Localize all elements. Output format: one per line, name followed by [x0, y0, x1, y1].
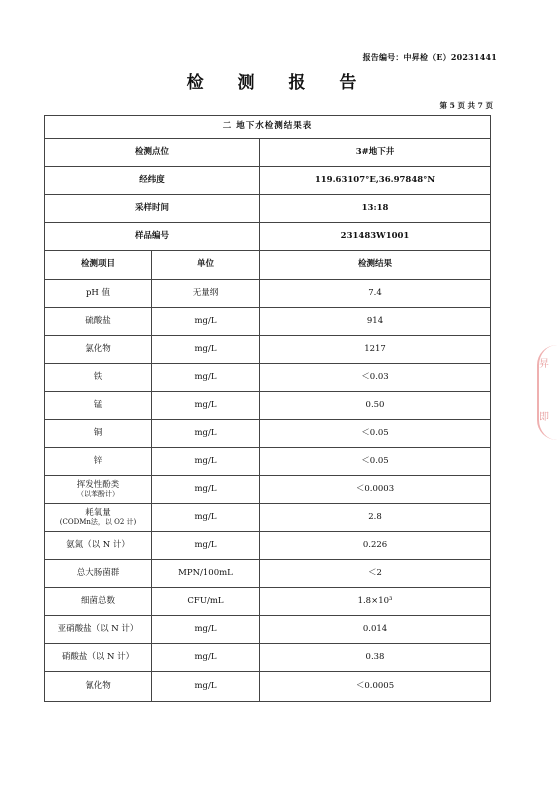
page-count: 第 5 页 共 7 页	[439, 101, 493, 110]
item-cell: pH 值	[45, 280, 152, 308]
column-header-item: 检测项目	[45, 251, 152, 280]
result-cell: ＜0.03	[260, 364, 491, 392]
meta-row	[45, 195, 491, 223]
unit-cell: mg/L	[152, 448, 260, 476]
table-row	[45, 448, 491, 476]
item-name: 耗氧量	[85, 507, 111, 518]
result-cell: 0.38	[260, 644, 491, 672]
meta-label: 样品编号	[45, 223, 260, 251]
column-header-unit: 单位	[152, 251, 260, 280]
meta-label: 采样时间	[45, 195, 260, 223]
unit-cell: mg/L	[152, 392, 260, 420]
table-row	[45, 280, 491, 308]
table-row	[45, 392, 491, 420]
meta-row	[45, 139, 491, 167]
item-cell: 硝酸盐（以 N 计）	[45, 644, 152, 672]
unit-cell: 无量纲	[152, 280, 260, 308]
result-cell: ＜0.0005	[260, 672, 491, 702]
item-name: 挥发性酚类	[76, 479, 120, 490]
table-row	[45, 672, 491, 702]
column-header-result: 检测结果	[260, 251, 491, 280]
section-title: 二 地下水检测结果表	[45, 116, 491, 139]
result-cell: 7.4	[260, 280, 491, 308]
seal-text: 昇	[539, 359, 549, 370]
table-row	[45, 476, 491, 504]
item-cell: 总大肠菌群	[45, 560, 152, 588]
result-cell: ＜0.05	[260, 420, 491, 448]
meta-label: 检测点位	[45, 139, 260, 167]
unit-cell: mg/L	[152, 476, 260, 504]
unit-cell: mg/L	[152, 532, 260, 560]
unit-cell: mg/L	[152, 364, 260, 392]
table-row	[45, 364, 491, 392]
unit-cell: mg/L	[152, 336, 260, 364]
meta-value: 231483W1001	[260, 223, 491, 251]
table-row	[45, 560, 491, 588]
section-title-row	[45, 116, 491, 139]
unit-cell: mg/L	[152, 504, 260, 532]
unit-cell: CFU/mL	[152, 588, 260, 616]
result-cell: 0.226	[260, 532, 491, 560]
result-cell: ＜2	[260, 560, 491, 588]
item-cell: 锌	[45, 448, 152, 476]
item-cell: 硫酸盐	[45, 308, 152, 336]
result-cell: 1217	[260, 336, 491, 364]
column-header-row	[45, 251, 491, 280]
meta-value: 3#地下井	[260, 139, 491, 167]
result-cell: 2.8	[260, 504, 491, 532]
item-note: (CODMn法，以 O2 计)	[59, 518, 137, 527]
result-cell: 0.50	[260, 392, 491, 420]
unit-cell: mg/L	[152, 308, 260, 336]
item-cell: 铜	[45, 420, 152, 448]
result-cell: ＜0.0003	[260, 476, 491, 504]
unit-cell: mg/L	[152, 616, 260, 644]
report-number: 报告编号：中昇检（E）20231441	[362, 52, 497, 62]
item-cell: 氯化物	[45, 336, 152, 364]
table-row	[45, 504, 491, 532]
table-row	[45, 336, 491, 364]
meta-row	[45, 223, 491, 251]
item-note: （以苯酚计）	[77, 490, 119, 499]
table-row	[45, 616, 491, 644]
result-cell: 1.8×10³	[260, 588, 491, 616]
item-cell: 细菌总数	[45, 588, 152, 616]
item-cell: 锰	[45, 392, 152, 420]
table-row	[45, 308, 491, 336]
meta-row	[45, 167, 491, 195]
item-cell: 铁	[45, 364, 152, 392]
item-cell: 氨氮（以 N 计）	[45, 532, 152, 560]
result-cell: 0.014	[260, 616, 491, 644]
item-cell	[45, 504, 152, 532]
unit-cell: MPN/100mL	[152, 560, 260, 588]
item-cell: 氰化物	[45, 672, 152, 702]
seal-text: 即	[539, 412, 549, 423]
groundwater-results-table	[44, 115, 491, 702]
meta-value: 13:18	[260, 195, 491, 223]
item-cell: 亚硝酸盐（以 N 计）	[45, 616, 152, 644]
page-title: 检 测 报 告	[186, 73, 371, 93]
meta-value: 119.63107°E,36.97848°N	[260, 167, 491, 195]
result-cell: ＜0.05	[260, 448, 491, 476]
table-row	[45, 420, 491, 448]
table-row	[45, 532, 491, 560]
meta-label: 经纬度	[45, 167, 260, 195]
result-cell: 914	[260, 308, 491, 336]
unit-cell: mg/L	[152, 420, 260, 448]
table-row	[45, 644, 491, 672]
item-cell	[45, 476, 152, 504]
unit-cell: mg/L	[152, 644, 260, 672]
unit-cell: mg/L	[152, 672, 260, 702]
table-row	[45, 588, 491, 616]
